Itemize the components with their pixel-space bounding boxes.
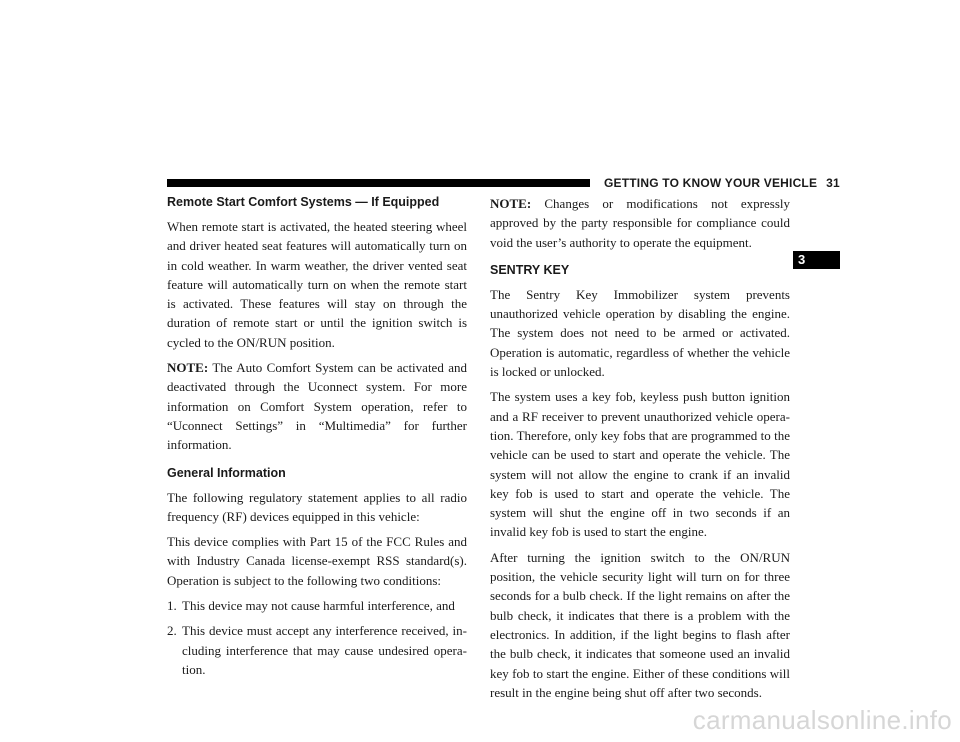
- sentry-paragraph-2: The system uses a key fob, keyless push button ignition and a RF receiver to prevent unauthorized vehicle operation. Therefore, only key fobs that are programmed to the vehicle can be used to start and operate the vehicle. The system will not allow the engine to crank if an invalid key fob is used to start and operate the vehicle. The system will shut the engine off in two seconds if an invalid key fob is used to start the engine.: [490, 389, 790, 540]
- remote-start-paragraph: When remote start is activated, the heated steering wheel and driver heated seat features will automatically turn on in cold weather. In warm weather, the driver vented seat feature will automatically turn on when the remote start is activated. These features will stay on through the duration of remote start or until the ignition switch is cycled to the ON/RUN position.: [167, 219, 467, 350]
- left-column: [167, 194, 467, 685]
- sentry-paragraph-1: The Sentry Key Immobilizer system prevents unauthorized vehicle operation by disabling the engine. The system does not need to be armed or activated. Operation is automatic, regardless of whether the vehicle is locked or unlocked.: [490, 286, 790, 380]
- list-text: This device may not cause harmful interference, and: [182, 598, 455, 614]
- list-number: 2.: [167, 623, 177, 639]
- remote-start-note: [167, 358, 467, 454]
- note-text: The Auto Comfort System can be activated and deactivated through the Uconnect system. For more information on Comfort System operation, refer to “Uconnect Settings” in “Multimedia” for further information.: [167, 360, 467, 453]
- page-number: 31: [826, 176, 840, 190]
- note-label: NOTE:: [490, 196, 532, 211]
- list-item: [167, 621, 467, 679]
- heading-general-information: General Information: [167, 465, 286, 480]
- chapter-tab: 3: [793, 251, 840, 269]
- header-rule: [167, 179, 590, 187]
- watermark: carmanualsonline.info: [692, 705, 952, 735]
- general-paragraph-2: This device complies with Part 15 of the FCC Rules and with Industry Canada license-exempt RSS standard(s). Operation is subject to the following two conditions:: [167, 534, 467, 588]
- right-column: [490, 194, 790, 708]
- fcc-note: [490, 194, 790, 252]
- list-text: This device must accept any interference received, including interference that may cause undesired operation.: [182, 623, 467, 677]
- list-number: 1.: [167, 598, 177, 614]
- note-label: NOTE:: [167, 360, 209, 376]
- general-paragraph-1: The following regulatory statement applies to all radio frequency (RF) devices equipped in this vehicle:: [167, 489, 467, 524]
- running-header: [604, 175, 840, 191]
- note-text: Changes or modifications not expressly approved by the party responsible for compliance could void the user’s authority to operate the equipment.: [490, 196, 790, 250]
- conditions-list: [167, 596, 467, 679]
- section-title: GETTING TO KNOW YOUR VEHICLE: [604, 176, 818, 190]
- heading-remote-start: Remote Start Comfort Systems — If Equipped: [167, 195, 440, 209]
- heading-sentry-key: SENTRY KEY: [490, 262, 570, 277]
- sentry-paragraph-3: After turning the ignition switch to the ON/RUN position, the vehicle security light will turn on for three seconds for a bulb check. If the light remains on after the bulb check, it indicates that there is a problem with the electronics. In addition, if the light begins to flash after the bulb check, it indicates that someone used an invalid key fob to start the engine. Either of these conditions will result in the engine being shut off after two seconds.: [490, 549, 790, 700]
- list-item: [167, 596, 467, 615]
